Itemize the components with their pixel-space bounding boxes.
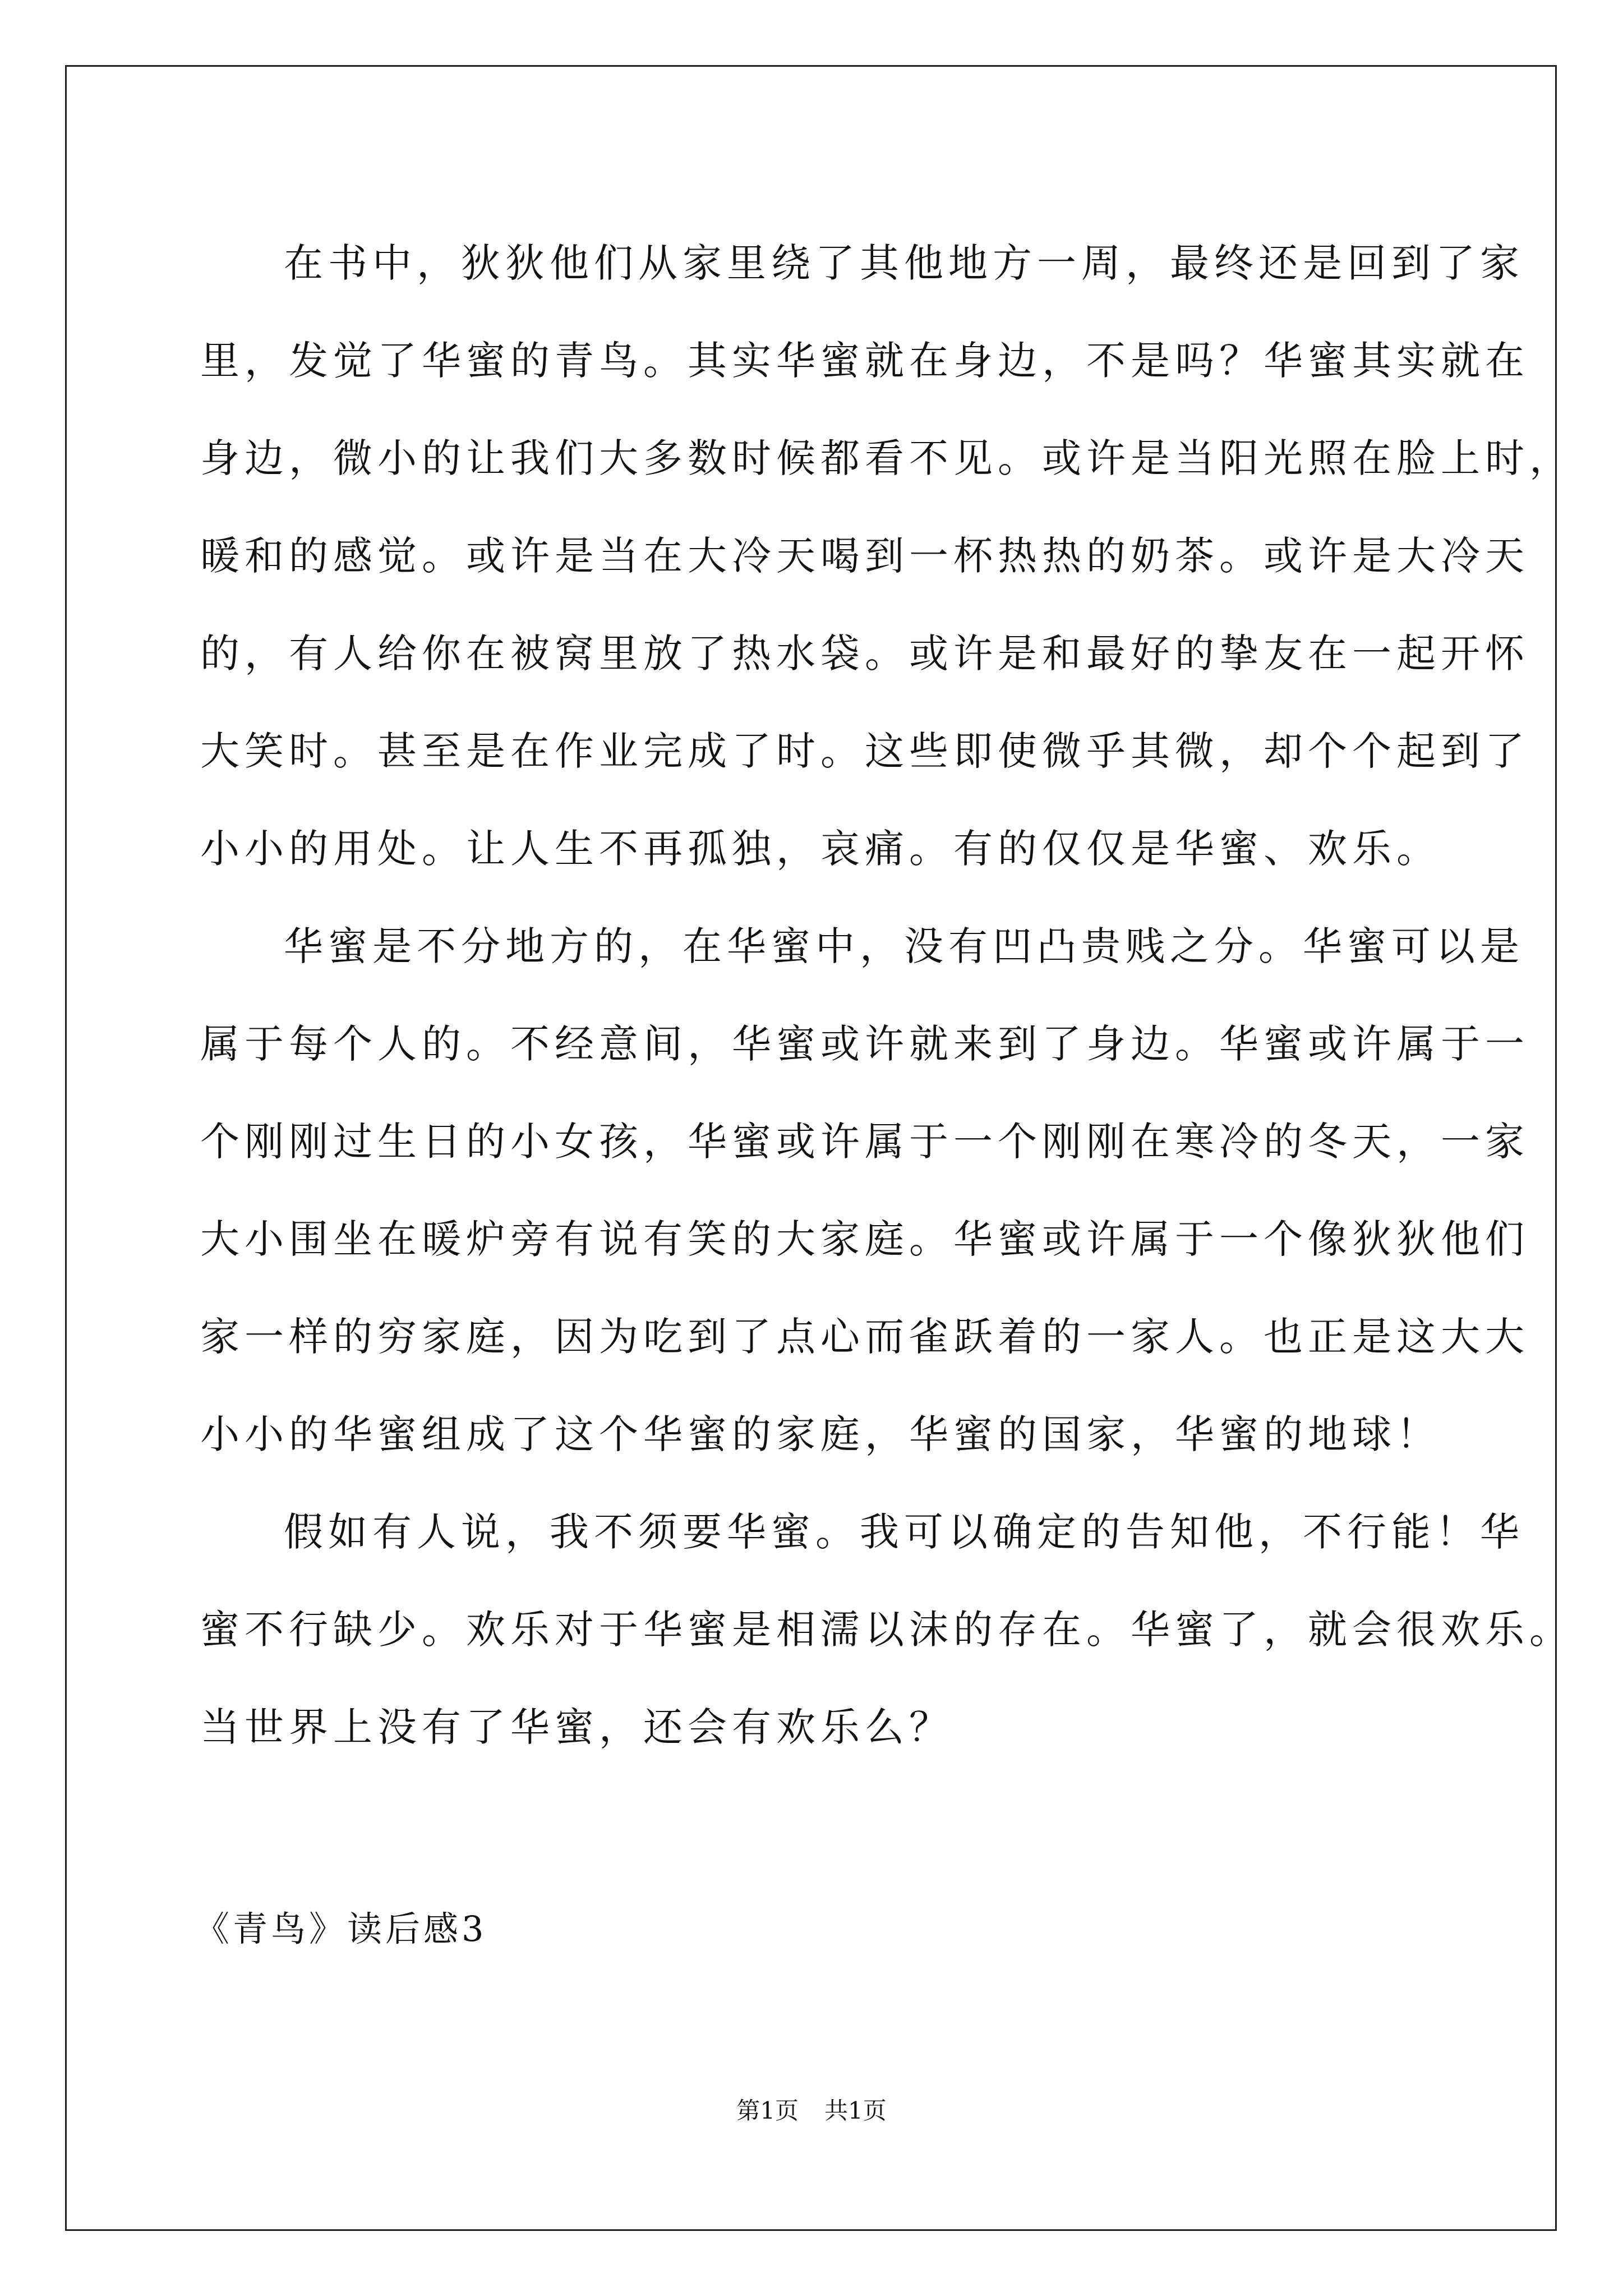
document-body: [200, 214, 1574, 1776]
text-line: 华蜜是不分地方的，在华蜜中，没有凹凸贵贱之分。华蜜可以是: [284, 923, 1524, 969]
text-line: 小小的用处。让人生不再孤独，哀痛。有的仅仅是华蜜、欢乐。: [200, 826, 1441, 872]
text-line: 个刚刚过生日的小女孩，华蜜或许属于一个刚刚在寒冷的冬天，一家: [200, 1119, 1529, 1165]
text-line: 假如有人说，我不须要华蜜。我可以确定的告知他，不行能！华: [284, 1509, 1524, 1555]
text-line: 蜜不行缺少。欢乐对于华蜜是相濡以沫的存在。华蜜了，就会很欢乐。: [200, 1607, 1574, 1653]
text-line: 身边，微小的让我们大多数时候都看不见。或许是当阳光照在脸上时，: [200, 435, 1574, 481]
page-total: 共1页: [824, 2097, 887, 2124]
text-line: 暖和的感觉。或许是当在大冷天喝到一杯热热的奶茶。或许是大冷天: [200, 533, 1529, 579]
text-line: 里，发觉了华蜜的青鸟。其实华蜜就在身边，不是吗？华蜜其实就在: [200, 338, 1529, 384]
paragraph-lines: [200, 214, 1574, 1776]
text-line: 大小围坐在暖炉旁有说有笑的大家庭。华蜜或许属于一个像狄狄他们: [200, 1216, 1529, 1262]
text-line: 大笑时。甚至是在作业完成了时。这些即使微乎其微，却个个起到了: [200, 728, 1529, 774]
text-line: 小小的华蜜组成了这个华蜜的家庭，华蜜的国家，华蜜的地球！: [200, 1411, 1441, 1457]
text-line: 在书中，狄狄他们从家里绕了其他地方一周，最终还是回到了家: [284, 240, 1524, 286]
section-title: 《青鸟》读后感3: [195, 1908, 487, 1949]
text-line: 属于每个人的。不经意间，华蜜或许就来到了身边。华蜜或许属于一: [200, 1021, 1529, 1067]
text-line: 当世界上没有了华蜜，还会有欢乐么？: [200, 1704, 953, 1750]
text-line: 的，有人给你在被窝里放了热水袋。或许是和最好的挚友在一起开怀: [200, 631, 1529, 677]
page-footer: [0, 2094, 1623, 2128]
page-number: 第1页: [736, 2097, 799, 2124]
text-line: 家一样的穷家庭，因为吃到了点心而雀跃着的一家人。也正是这大大: [200, 1314, 1529, 1360]
